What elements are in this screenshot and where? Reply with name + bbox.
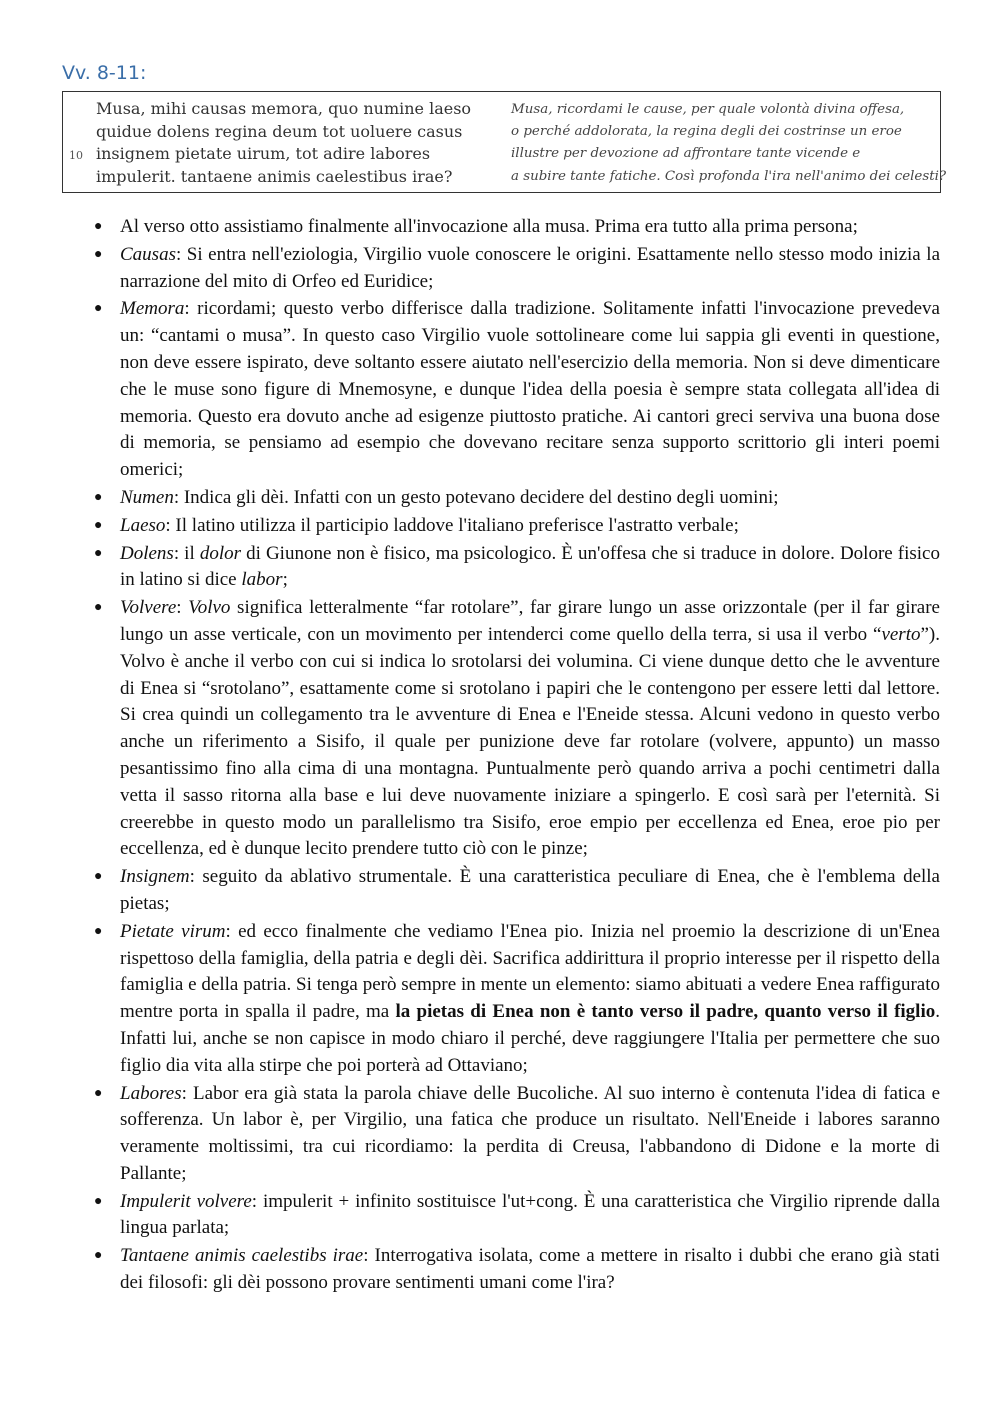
note-item	[94, 1081, 940, 1188]
note-term: Insignem	[120, 866, 190, 888]
bullet-icon: ●	[94, 517, 103, 533]
note-text: : Interrogativa isolata, come a mettere in risalto i dubbi che erano già stati dei filosofi: gli dèi possono provare sentimenti umani come l'ira?	[120, 1245, 941, 1294]
latin-line: quidue dolens regina deum tot uoluere casus	[96, 121, 463, 141]
note-item	[94, 1243, 941, 1297]
note-item	[94, 214, 940, 241]
line-number: 10	[69, 149, 83, 162]
note-item	[94, 485, 940, 512]
bullet-icon: ●	[94, 489, 103, 505]
translation-line: o perché addolorata, la regina degli dei costrinse un eroe	[511, 124, 902, 140]
translation-line: a subire tante fatiche. Così profonda l'ira nell'animo dei celesti?	[511, 168, 947, 184]
note-italic: labor	[241, 569, 283, 591]
bullet-icon: ●	[94, 545, 103, 561]
note-term: Impulerit volvere	[120, 1190, 252, 1212]
note-text: : il	[173, 542, 200, 564]
note-item	[94, 864, 940, 918]
note-text: : Si entra nell'eziologia, Virgilio vuole conoscere le origini. Esattamente nello stesso modo inizia la narrazione del mito di Orfeo ed Euridice;	[120, 243, 940, 292]
note-item	[94, 242, 940, 296]
note-item	[94, 296, 940, 484]
bullet-icon: ●	[94, 1248, 103, 1264]
note-term: Causas	[120, 243, 176, 265]
note-item	[94, 1189, 940, 1243]
notes-list	[94, 214, 941, 1298]
note-text: :	[176, 597, 189, 619]
note-text: Al verso otto assistiamo finalmente all'invocazione alla musa. Prima era tutto alla prima persona;	[120, 216, 858, 237]
note-text: : Labor era già stata la parola chiave delle Bucoliche. Al suo interno è contenuta l'idea di fatica e sofferenza. Un labor è, per Virgilio, una fatica che produce un risultato. Nell'Eneide i labores saranno veramente moltissimi, tra cui ricordiamo: la perdita di Creusa, l'abbandono di Didone e la morte di Pallante;	[120, 1082, 940, 1184]
note-item	[94, 919, 940, 1080]
note-term: Numen	[120, 486, 174, 508]
note-text: : Il latino utilizza il participio laddove l'italiano preferisce l'astratto verbale;	[165, 514, 739, 536]
passage-box	[62, 91, 947, 193]
note-text: ”). Volvo è anche il verbo con cui si indica lo srotolarsi dei volumina. Ci viene dunque detto che le avventure di Enea si “srotolano”, esattamente come si srotolano i papiri che le contengono per essere letti dal lettore. Si crea quindi un collegamento tra le avventure di Enea e l'Eneide stessa. Alcuni vedono in questo verbo anche un riferimento a Sisifo, il quale per punizione deve far rotolare (volvere, appunto) un masso pesantissimo fino alla cima di una montagna. Puntualmente però quando arriva a pochi centimetri dalla vetta il sasso ritorna alla base e lui deve nuovamente iniziare a spingerlo. E così sarà per l'eternità. Si creerebbe in questo modo un parallelismo tra Sisifo, eroe empio per eccellenza ed Enea, eroe pio per eccellenza, ed è dunque lecito prendere tutto ciò con le pinze;	[120, 623, 940, 860]
latin-line: insignem pietate uirum, tot adire labores	[96, 144, 431, 163]
bullet-icon: ●	[94, 869, 103, 885]
note-italic: verto	[881, 623, 921, 645]
italian-translation	[511, 99, 946, 188]
note-item	[94, 541, 940, 595]
note-term: Dolens	[120, 542, 174, 564]
translation-line: illustre per devozione ad affrontare tante vicende e	[511, 146, 861, 162]
latin-line: Musa, mihi causas memora, quo numine laeso	[96, 99, 472, 118]
translation-line: Musa, ricordami le cause, per quale volontà divina offesa,	[511, 102, 905, 117]
note-bold: la pietas di Enea non è tanto verso il padre, quanto verso il figlio	[395, 1001, 936, 1023]
note-italic: dolor	[199, 542, 242, 564]
bullet-icon: ●	[94, 1193, 103, 1209]
latin-text	[96, 98, 471, 188]
note-item	[94, 513, 940, 540]
note-text: : Indica gli dèi. Infatti con un gesto potevano decidere del destino degli uomini;	[173, 486, 779, 508]
note-item	[94, 595, 940, 863]
bullet-icon: ●	[94, 600, 103, 616]
note-term: Volvere	[120, 597, 177, 619]
note-term: Labores	[120, 1082, 182, 1104]
note-text: : impulerit + infinito sostituisce l'ut+cong. È una caratteristica che Virgilio riprende dalla lingua parlata;	[120, 1190, 940, 1239]
bullet-icon: ●	[94, 219, 103, 234]
note-text: : ed ecco finalmente che vediamo l'Enea pio. Inizia nel proemio la descrizione di un'Enea rispettoso della famiglia, della patria e degli dèi. Sacrifica addirittura il proprio interesse per il rispetto della famiglia e della patria. Si tenga però sempre in mente un elemento: siamo abituati a vedere Enea raffigurato mentre porta in spalla il padre, ma	[120, 920, 940, 1023]
note-text: significa letteralmente “far rotolare”, far girare lungo un asse orizzontale (per il far girare lungo un asse verticale, con un movimento per intenderci come quello della terra, si usa il verbo “	[120, 597, 940, 645]
bullet-icon: ●	[94, 301, 103, 317]
note-term: Pietate virum	[120, 920, 226, 942]
note-term: Tantaene animis caelestibs irae	[120, 1245, 364, 1267]
note-text: : seguito da ablativo strumentale. È una caratteristica peculiare di Enea, che è l'emblema della pietas;	[120, 866, 940, 914]
bullet-icon: ●	[94, 923, 103, 939]
bullet-icon: ●	[94, 246, 103, 262]
latin-line: impulerit. tantaene animis caelestibus irae?	[96, 166, 453, 186]
note-text: . Infatti lui, anche se non capisce in modo chiaro il perché, deve raggiungere l'Italia per permettere che suo figlio dia vita alla stirpe che poi porterà ad Ottaviano;	[120, 1001, 940, 1076]
note-text: di Giunone non è fisico, ma psicologico. È un'offesa che si traduce in dolore. Dolore fisico in latino si dice	[120, 542, 940, 591]
note-term: Memora	[120, 298, 185, 320]
note-text: : ricordami; questo verbo differisce dalla tradizione. Solitamente infatti l'invocazione prevedeva un: “cantami o musa”. In questo caso Virgilio vuole sottolineare come lui sappia gli eventi in questione, non deve essere ispirato, deve soltanto essere aiutato nell'esercizio della memoria. Non si deve dimenticare che le muse sono figure di Mnemosyne, e dunque l'idea della poesia è sempre stata collegata all'idea di memoria. Questo era dovuto anche ad esigenze piuttosto pratiche. Ai cantori greci serviva una buona dose di memoria, se pensiamo ad esempio che dovevano recitare senza supporto scrittorio gli interi poemi omerici;	[120, 298, 940, 481]
section-heading: Vv. 8-11:	[62, 62, 147, 84]
note-term: Laeso	[120, 514, 166, 536]
note-text: ;	[282, 569, 288, 591]
note-italic: Volvo	[188, 597, 231, 619]
bullet-icon: ●	[94, 1085, 103, 1101]
